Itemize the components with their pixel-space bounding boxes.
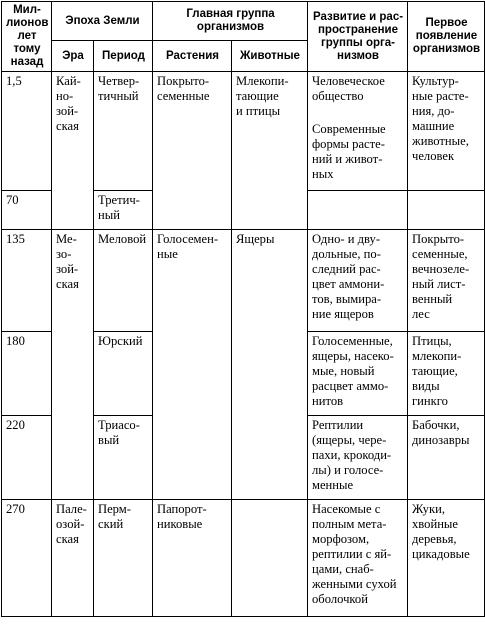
first-appearance-cell: Покрыто- семенные, вечнозеле- ный лист- венный лес <box>408 230 485 332</box>
development-cell: Голосеменные, ящеры, насеко- мые, новый расцвет аммо- нитов <box>308 332 408 416</box>
mya-cell: 1,5 <box>2 72 52 191</box>
development-cell <box>308 72 408 191</box>
development-spacer <box>312 104 404 122</box>
header-development: Развитие и рас- пространение группы орга- низмов <box>308 2 408 72</box>
period-cell: Юрский <box>94 332 153 416</box>
animals-cell: Ящеры <box>232 230 308 500</box>
table-row <box>2 500 485 617</box>
table-row <box>2 230 485 332</box>
plants-cell: Голосемен- ные <box>153 230 232 500</box>
period-cell: Перм- ский <box>94 500 153 617</box>
header-epoch: Эпоха Земли <box>52 2 153 41</box>
development-cell: Одно- и дву- дольные, по- следний рас- цвет аммони- тов, вымира- ние ящеров <box>308 230 408 332</box>
first-appearance-cell: Бабочки, динозавры <box>408 416 485 500</box>
development-text-a: Человеческое общество <box>312 74 385 103</box>
first-appearance-cell: Культур- ные расте- ния, до- машние животные, человек <box>408 72 485 191</box>
mya-cell: 180 <box>2 332 52 416</box>
period-cell: Третич- ный <box>94 191 153 230</box>
header-period: Период <box>94 41 153 72</box>
development-cell: Рептилии (ящеры, чере- пахи, крокоди- лы) и голосе- менные <box>308 416 408 500</box>
header-first-appearance: Первое появление организмов <box>408 2 485 72</box>
mya-cell: 220 <box>2 416 52 500</box>
plants-cell: Папорот- никовые <box>153 500 232 617</box>
header-animals: Животные <box>232 41 308 72</box>
first-appearance-cell: Птицы, млекопи- тающие, виды гинкго <box>408 332 485 416</box>
animals-cell <box>232 500 308 617</box>
mya-cell: 70 <box>2 191 52 230</box>
header-era: Эра <box>52 41 94 72</box>
geologic-time-table <box>1 1 485 617</box>
first-appearance-cell: Жуки, хвойные деревья, цикадовые <box>408 500 485 617</box>
period-cell: Меловой <box>94 230 153 332</box>
era-cell-paleozoic: Пале- озой- ская <box>52 500 94 617</box>
era-cell-cenozoic: Кай- но- зой- ская <box>52 72 94 230</box>
development-text-b: Современные формы расте- ний и живот- ных <box>312 122 386 181</box>
table-row <box>2 72 485 191</box>
header-main-group: Главная группа организмов <box>153 2 308 41</box>
mya-cell: 270 <box>2 500 52 617</box>
development-cell <box>308 191 408 230</box>
header-row-top <box>2 2 485 41</box>
mya-cell: 135 <box>2 230 52 332</box>
header-mya: Мил- лионов лет тому назад <box>2 2 52 72</box>
first-appearance-cell <box>408 191 485 230</box>
animals-cell: Млекопи- тающие и птицы <box>232 72 308 230</box>
plants-cell: Покрыто- семенные <box>153 72 232 230</box>
header-plants: Растения <box>153 41 232 72</box>
era-cell-mesozoic: Ме- зо- зой- ская <box>52 230 94 500</box>
period-cell: Триасо- вый <box>94 416 153 500</box>
development-cell: Насекомые с полным мета- морфозом, рептилии с яй- цами, снаб- женными сухой оболочкой <box>308 500 408 617</box>
period-cell: Четвер- тичный <box>94 72 153 191</box>
